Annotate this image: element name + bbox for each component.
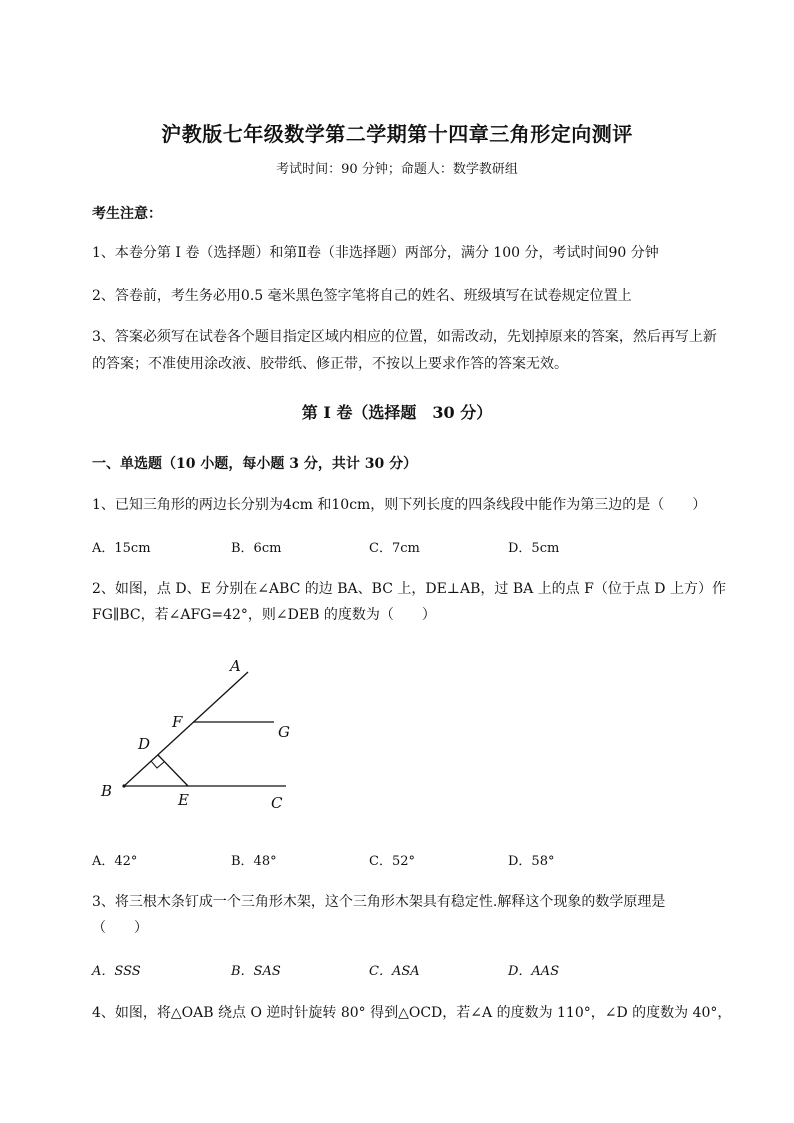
label-b: B — [101, 782, 113, 800]
question-1-option-d: D．5cm — [508, 541, 560, 556]
question-3-option-c: C．ASA — [369, 964, 420, 979]
notice-item-3: 3、答案必须写在试卷各个题目指定区域内相应的位置，如需改动，先划掉原来的答案，然后再写上新 — [92, 329, 717, 345]
question-2-option-c: C．52° — [369, 854, 415, 869]
line-de — [158, 755, 188, 786]
question-1-option-c: C．7cm — [369, 541, 420, 556]
label-a: A — [230, 657, 241, 675]
section-title: 第 I 卷（选择题 30 分） — [301, 403, 493, 422]
question-4-stem: 4、如图，将△OAB 绕点 O 逆时针旋转 80° 得到△OCD，若∠A 的度数为 110°，∠D 的度数为 40°， — [92, 1005, 732, 1021]
right-angle-mark — [151, 761, 164, 768]
question-2-option-b: B．48° — [231, 854, 277, 869]
notice-item-3-cont: 的答案；不准使用涂改液、胶带纸、修正带，不按以上要求作答的答案无效。 — [92, 356, 568, 372]
question-1-option-a: A．15cm — [92, 541, 151, 556]
exam-subtitle: 考试时间：90 分钟；命题人：数学教研组 — [276, 162, 518, 177]
part-heading: 一、单选题（10 小题，每小题 3 分，共计 30 分） — [92, 456, 418, 472]
notice-item-2: 2、答卷前，考生务必用0.5 毫米黑色签字笔将自己的姓名、班级填写在试卷规定位置上 — [92, 288, 632, 304]
question-1-stem: 1、已知三角形的两边长分别为4cm 和10cm，则下列长度的四条线段中能作为第三边的是（ ） — [92, 497, 707, 513]
label-g: G — [278, 723, 290, 741]
question-2-option-a: A．42° — [92, 854, 138, 869]
question-3-stem-line2: （ ） — [92, 920, 148, 936]
label-f: F — [172, 713, 183, 731]
question-2-figure — [96, 650, 306, 820]
question-3-option-d: D．AAS — [508, 964, 560, 979]
line-ba — [124, 672, 248, 786]
question-2-option-d: D．58° — [508, 854, 555, 869]
question-2-stem-line2: FG∥BC，若∠AFG=42°，则∠DEB 的度数为（ ） — [92, 607, 436, 623]
question-2-stem-line1: 2、如图，点 D、E 分别在∠ABC 的边 BA、BC 上，DE⊥AB，过 BA 上的点 F（位于点 D 上方）作 — [92, 581, 726, 597]
point-b — [122, 784, 125, 787]
question-3-stem-line1: 3、将三根木条钉成一个三角形木架，这个三角形木架具有稳定性.解释这个现象的数学原理是 — [92, 894, 666, 910]
label-e: E — [178, 791, 189, 809]
notice-item-1: 1、本卷分第 I 卷（选择题）和第Ⅱ卷（非选择题）两部分，满分 100 分，考试时间90 分钟 — [92, 245, 659, 261]
label-c: C — [271, 794, 283, 812]
question-1-option-b: B．6cm — [231, 541, 282, 556]
exam-title: 沪教版七年级数学第二学期第十四章三角形定向测评 — [161, 122, 633, 146]
question-3-option-b: B．SAS — [231, 964, 281, 979]
question-3-option-a: A．SSS — [92, 964, 141, 979]
notice-heading: 考生注意： — [92, 206, 162, 222]
label-d: D — [138, 735, 151, 753]
